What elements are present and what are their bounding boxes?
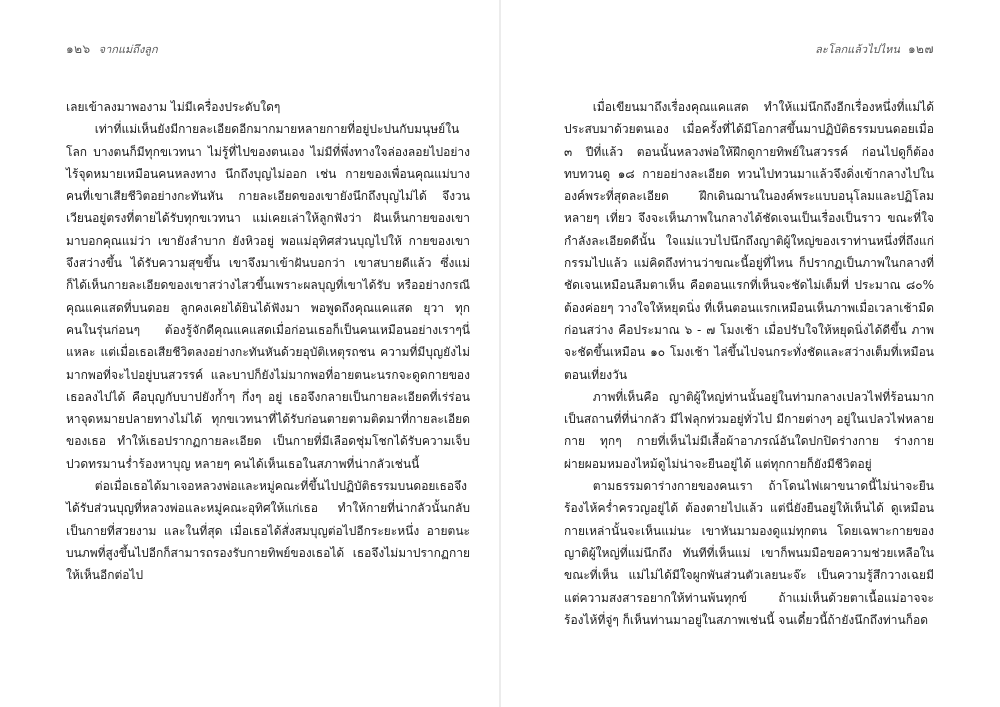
right-paragraph-3: ตามธรรมดาร่างกายของคนเรา ถ้าโดนไฟเผาขนาดนี้ไม่น่าจะยืนร้องไห้คร่ำครวญอยู่ได้ ต้องตายไปแล้ว แต่นี่ยังยืนอยู่ให้เห็นได้ ดูเหมือนกายเหล่านั้นจะเห็นแม่นะ เขาหันมามองดูแม่ทุกตน โดยเฉพาะกายของญาติผู้ใหญ่ที่แม่นึกถึง ทันทีที่เห็นแม่ เขาก็พนมมือขอความช่วยเหลือในขณะที่เห็น แม่ไม่ได้มีใจผูกพันส่วนตัวเลยนะจ๊ะ เป็นความรู้สึกวางเฉยมีแต่ความสงสารอยากให้ท่านพ้นทุกข์ ถ้าแม่เห็นด้วยตาเนื้อแม่อาจจะร้องไห้ที่จู่ๆ ก็เห็นท่านมาอยู่ในสภาพเช่นนี้ จนเดี๋ยวนี้ถ้ายังนึกถึงท่านก็อด bbox=[564, 479, 934, 627]
right-paragraph-1: เมื่อเขียนมาถึงเรื่องคุณแคแสด ทำให้แม่นึกถึงอีกเรื่องหนึ่งที่แม่ได้ประสบมาด้วยตนเอง เมื่อครั้งที่ได้มีโอกาสขึ้นมาปฏิบัติธรรมบนดอยเมื่อ ๓ ปีที่แล้ว ตอนนั้นหลวงพ่อให้ฝึกดูกายทิพย์ในสวรรค์ ก่อนไปดูก็ต้องทบทวนดู ๑๘ กายอย่างละเอียด ทวนไปทวนมาแล้วจึงดิ่งเข้ากลางไปในองค์พระที่สุดละเอียด ฝึกเดินฌานในองค์พระแบบอนุโลมและปฏิโลมหลายๆ เที่ยว จึงจะเห็นภาพในกลางได้ชัดเจนเป็นเรื่องเป็นราว ขณะที่ใจกำลังละเอียดดีนั้น ใจแม่แวบไปนึกถึงญาติผู้ใหญ่ของเราท่านหนึ่งที่ถึงแก่กรรมไปแล้ว แม่คิดถึงท่านว่าขณะนี้อยู่ที่ไหน ก็ปรากฏเป็นภาพในกลางที่ชัดเจนเหมือนลืมตาเห็น คือตอนแรกที่เห็นจะชัดไม่เต็มที่ ประมาณ ๘๐% ต้องค่อยๆ วางใจให้หยุดนิ่ง ที่เห็นตอนแรกเหมือนเห็นภาพเมื่อเวลาเช้ามืดก่อนสว่าง คือประมาณ ๖ - ๗ โมงเช้า เมื่อปรับใจให้หยุดนิ่งได้ดีขึ้น ภาพจะชัดขึ้นเหมือน ๑๐ โมงเช้า ไล่ขึ้นไปจนกระทั่งชัดและสว่างเต็มที่เหมือนตอนเที่ยงวัน bbox=[564, 100, 934, 382]
left-running-title: จากแม่ถึงลูก bbox=[98, 43, 158, 56]
left-paragraph-3: ต่อเมื่อเธอได้มาเจอหลวงพ่อและหมู่คณะที่ขึ้นไปปฏิบัติธรรมบนดอยเธอจึงได้รับส่วนบุญที่หลวงพ่อและหมู่คณะอุทิศให้แก่เธอ ทำให้กายที่น่ากลัวนั้นกลับเป็นกายที่สวยงาม และในที่สุด เมื่อเธอได้สั่งสมบุญต่อไปอีกระยะหนึ่ง อายตนะบนภพที่สูงขึ้นไปอีกก็สามารถรองรับกายทิพย์ของเธอได้ เธอจึงไม่มาปรากฏกายให้เห็นอีกต่อไป bbox=[66, 479, 470, 583]
right-page-number: ๑๒๗ bbox=[907, 42, 934, 56]
left-page-header bbox=[66, 40, 158, 59]
right-running-title: ละโลกแล้วไปไหน bbox=[815, 43, 900, 56]
left-page-body bbox=[66, 96, 470, 587]
left-paragraph-2: เท่าที่แม่เห็นยังมีกายละเอียดอีกมากมายหลายกายที่อยู่ปะปนกับมนุษย์ในโลก บางตนก็มีทุกขเวทนา ไม่รู้ที่ไปของตนเอง ไม่มีที่พึ่งทางใจล่องลอยไปอย่างไร้จุดหมายเหมือนคนหลงทาง นึกถึงบุญไม่ออก เช่น กายของเพื่อนคุณแม่บางคนที่เขาเสียชีวิตอย่างกะทันหัน กายละเอียดของเขายังนึกถึงบุญไม่ได้ จึงวนเวียนอยู่ตรงที่ตายได้รับทุกขเวทนา แม่เคยเล่าให้ลูกฟังว่า ฝันเห็นกายของเขามาบอกคุณแม่ว่า เขายังลำบาก ยังหิวอยู่ พอแม่อุทิศส่วนบุญไปให้ กายของเขาจึงสว่างขึ้น ได้รับความสุขขึ้น เขาจึงมาเข้าฝันบอกว่า เขาสบายดีแล้ว ซึ่งแม่ก็ได้เห็นกายละเอียดของเขาสว่างไสวขึ้นเพราะผลบุญที่เขาได้รับ หรืออย่างกรณีคุณแคแสดที่บนดอย ลูกคงเคยได้ยินได้ฟังมา พอพูดถึงคุณแคแสด ยุวา ทุกคนในรุ่นก่อนๆ ต้องรู้จักดีคุณแคแสดเมื่อก่อนเธอก็เป็นคนเหมือนอย่างเราๆนี่แหละ แต่เมื่อเธอเสียชีวิตลงอย่างกะทันหันด้วยอุบัติเหตุรถชน ความที่มีบุญยังไม่มากพอที่จะไปอยู่บนสวรรค์ และบาปก็ยังไม่มากพอที่อายตนะนรกจะดูดกายของเธอลงไปได้ คือบุญกับบาปยังก้ำๆ กึ่งๆ อยู่ เธอจึงกลายเป็นกายละเอียดที่เร่ร่อนหาจุดหมายปลายทางไม่ได้ ทุกขเวทนาที่ได้รับก่อนตายตามติดมาที่กายละเอียดของเธอ ทำให้เธอปรากฏกายละเอียด เป็นกายที่มีเลือดชุ่มโชกได้รับความเจ็บปวดทรมานร่ำร้องหาบุญ หลายๆ คนได้เห็นเธอในสภาพที่น่ากลัวเช่นนี้ bbox=[66, 122, 470, 471]
right-page-body bbox=[564, 96, 934, 631]
left-page-number: ๑๒๖ bbox=[66, 42, 91, 56]
left-paragraph-1: เลยเข้าลงมาพองาม ไม่มีเครื่องประดับใดๆ bbox=[66, 100, 281, 114]
right-paragraph-2: ภาพที่เห็นคือ ญาติผู้ใหญ่ท่านนั้นอยู่ในท่ามกลางเปลวไฟที่ร้อนมากเป็นสถานที่ที่น่ากลัว มีไฟลุกท่วมอยู่ทั่วไป มีกายต่างๆ อยู่ในเปลวไฟหลายกาย ทุกๆ กายที่เห็นไม่มีเสื้อผ้าอาภรณ์อันใดปกปิดร่างกาย ร่างกายผ่ายผอมหมองไหม้ดูไม่น่าจะยืนอยู่ได้ แต่ทุกกายก็ยังมีชีวิตอยู่ bbox=[564, 389, 934, 471]
right-page-header bbox=[815, 40, 934, 59]
